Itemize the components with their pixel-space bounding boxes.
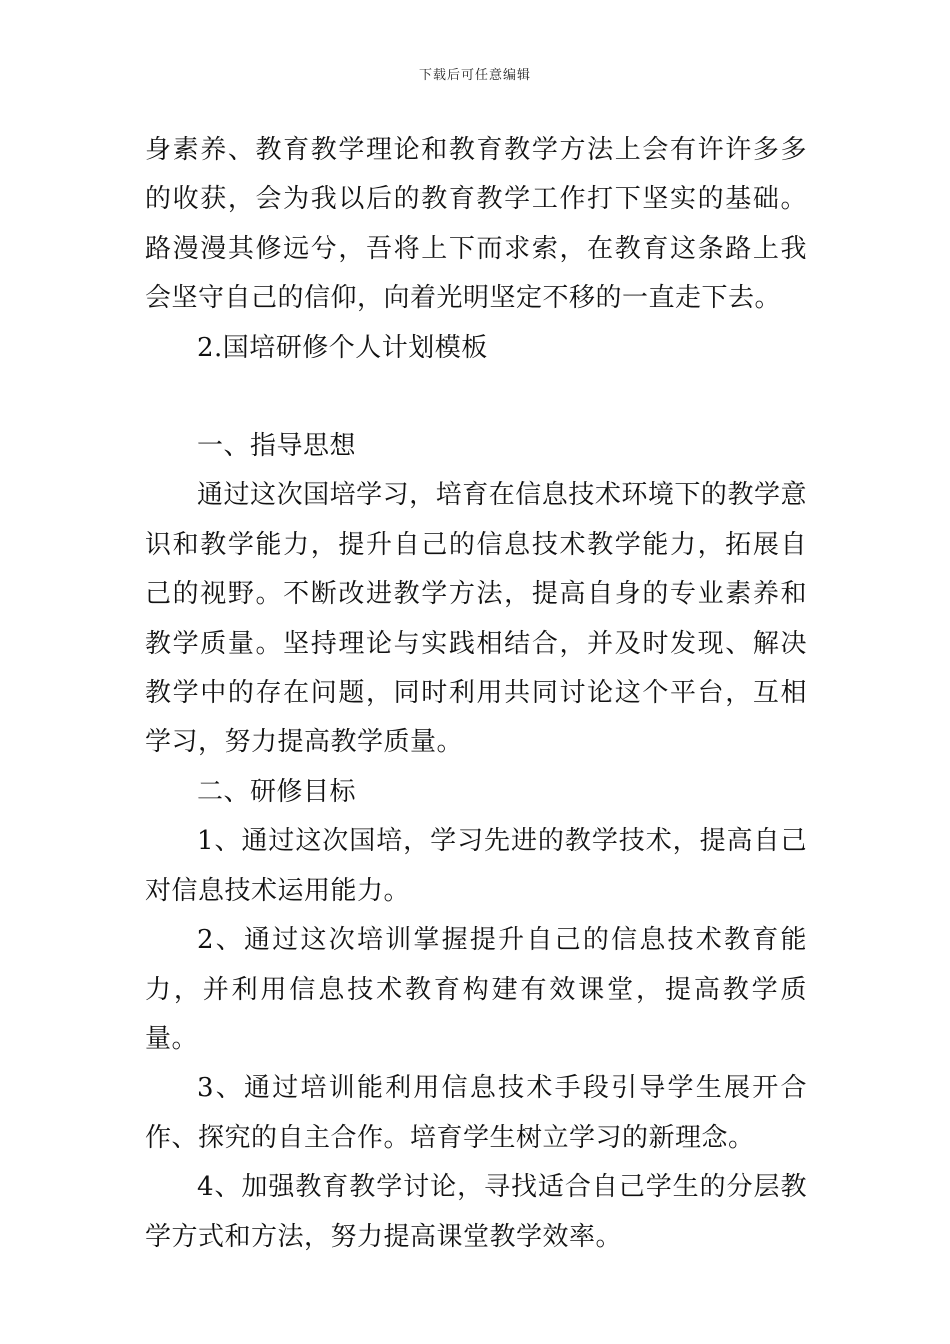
- heading-guiding-thought: 一、指导思想: [197, 431, 357, 462]
- section-title: 2.国培研修个人计划模板: [197, 332, 488, 363]
- document-body: [145, 126, 807, 1262]
- page-header-note: 下载后可任意编辑: [418, 68, 531, 83]
- goal-item-1: 1、通过这次国培，学习先进的教学技术，提高自己对信息技术运用能力。: [145, 826, 807, 906]
- guiding-paragraph: 通过这次国培学习，培育在信息技术环境下的教学意识和教学能力，提升自己的信息技术教学能力，拓展自己的视野。不断改进教学方法，提高自身的专业素养和教学质量。坚持理论与实践相结合，并及时发现、解决教学中的存在问题，同时利用共同讨论这个平台，互相学习，努力提高教学质量。: [145, 480, 807, 758]
- intro-paragraph: 身素养、教育教学理论和教育教学方法上会有许许多多的收获，会为我以后的教育教学工作打下坚实的基础。路漫漫其修远兮，吾将上下而求索，在教育这条路上我会坚守自己的信仰，向着光明坚定不移的一直走下去。: [145, 135, 807, 314]
- blank-line: [145, 373, 807, 422]
- heading-study-goals: 二、研修目标: [197, 776, 357, 807]
- goal-item-3: 3、通过培训能利用信息技术手段引导学生展开合作、探究的自主合作。培育学生树立学习的新理念。: [145, 1073, 807, 1153]
- goal-item-2: 2、通过这次培训掌握提升自己的信息技术教育能力，并利用信息技术教育构建有效课堂，提高教学质量。: [145, 925, 807, 1054]
- goal-item-4: 4、加强教育教学讨论，寻找适合自己学生的分层教学方式和方法，努力提高课堂教学效率。: [145, 1172, 807, 1252]
